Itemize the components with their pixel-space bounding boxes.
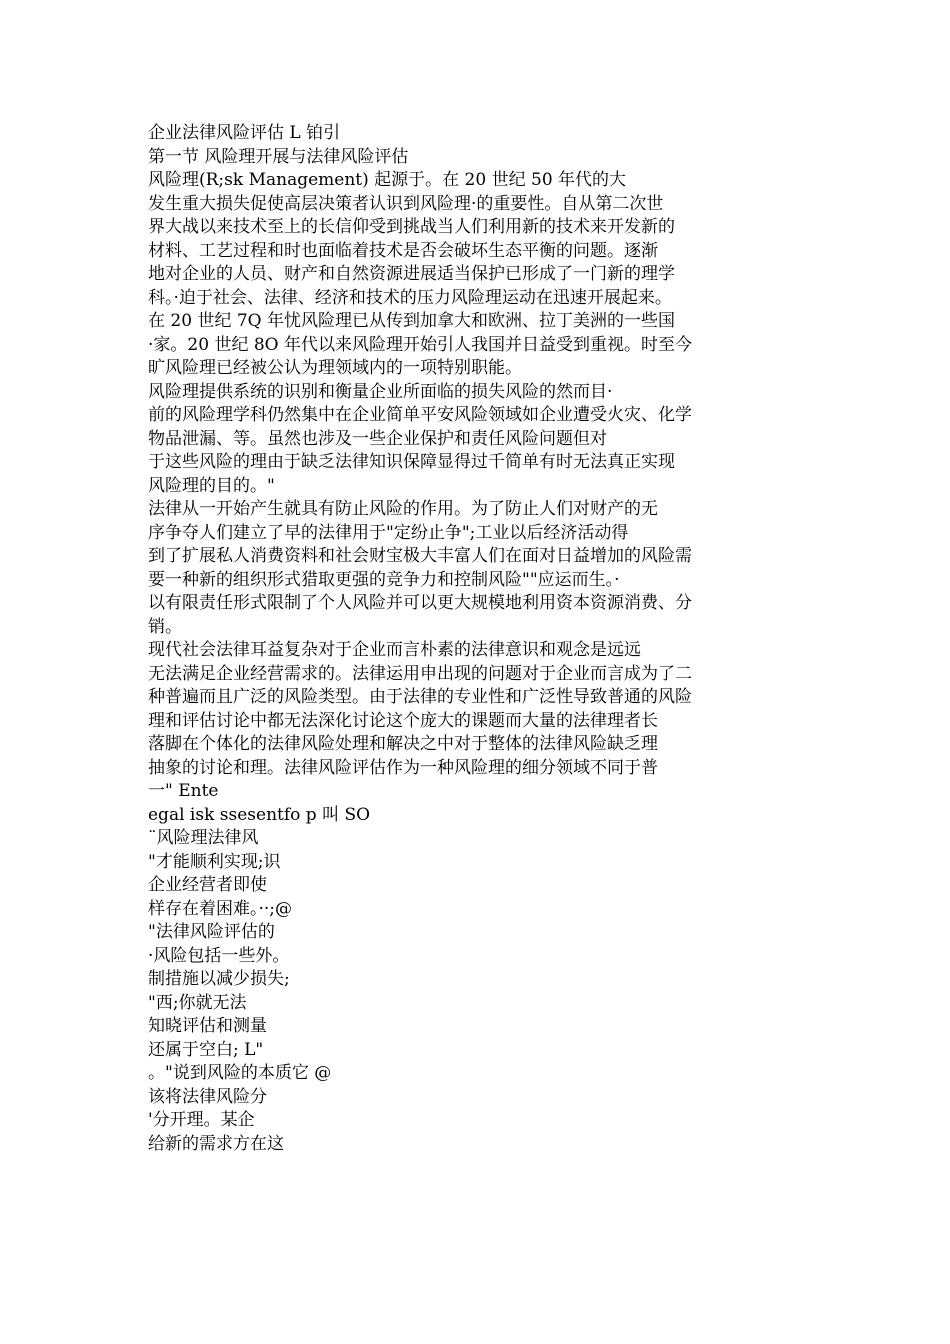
fragment-line: 该将法律风险分: [148, 1086, 267, 1107]
body-line: 序争夺人们建立了早的法律用于"定纷止争";工业以后经济活动得: [148, 522, 629, 543]
body-line: 界大战以来技术至上的长信仰受到挑战当人们利用新的技术来开发新的: [148, 217, 675, 237]
body-line: 无法满足企业经营需求的。法律运用申出现的问题对于企业而言成为了二: [148, 663, 692, 684]
body-line: 种普遍而且广泛的风险类型。由于法律的专业性和广泛性导致普通的风险: [148, 687, 692, 707]
body-line: 到了扩展私人消费资料和社会财宝极大丰富人们在面对日益增加的风险需: [148, 546, 692, 566]
body-line: 要一种新的组织形式猎取更强的竞争力和控制风险""应运而生。·: [148, 569, 620, 590]
body-line: egal isk ssesentfo p 叫 SO: [148, 804, 371, 825]
body-line: 前的风险理学科仍然集中在企业简单平安风险领域如企业遭受火灾、化学: [148, 405, 692, 425]
document-body: [148, 122, 788, 1156]
body-line: 地对企业的人员、财产和自然资源进展适当保护已形成了一门新的理学: [148, 264, 675, 284]
body-line: 销。: [148, 616, 182, 637]
fragment-line: '分开理。某企: [148, 1110, 255, 1130]
fragment-line: 给新的需求方在这: [148, 1133, 284, 1154]
fragment-line: 制措施以减少损失;: [148, 969, 290, 989]
fragment-line: 样存在着困难。··;@: [148, 898, 293, 919]
body-line: 风险理(R;sk Management) 起源于。在 20 世纪 50 年代的大: [148, 170, 627, 190]
fragment-line: "才能顺利实现;识: [148, 851, 281, 872]
body-line: 法律从一开始产生就具有防止风险的作用。为了防止人们对财产的无: [148, 499, 658, 519]
body-line: 抽象的讨论和理。法律风险评估作为一种风险理的细分领域不同于普: [148, 757, 658, 778]
section-heading: 第一节 风险理开展与法律风险评估: [148, 146, 409, 167]
body-line: 旷风险理已经被公认为理领域内的一项特别职能。: [148, 358, 522, 378]
body-line: 一" Ente: [148, 781, 219, 801]
body-line: 现代社会法律耳益复杂对于企业而言朴素的法律意识和观念是远远: [148, 640, 641, 660]
fragment-line: ·风险包括一些外。: [148, 945, 290, 966]
body-line: 科。·迫于社会、法律、经济和技术的压力风险理运动在迅速开展起来。: [148, 287, 672, 308]
body-line: 于这些风险的理由于缺乏法律知识保障显得过千简单有时无法真正实现: [148, 452, 675, 472]
body-line: 发生重大损失促使高层决策者认识到风险理·的重要性。自从第二次世: [148, 193, 664, 214]
fragment-line: 。"说到风险的本质它 @: [148, 1063, 332, 1083]
body-line: 风险理提供系统的识别和衡量企业所面临的损失风险的然而目·: [148, 381, 613, 402]
body-line: 理和评估讨论中都无法深化讨论这个庞大的课题而大量的法律理者长: [148, 710, 658, 731]
body-line: 落脚在个体化的法律风险处理和解决之中对于整体的法律风险缺乏理: [148, 734, 658, 754]
body-line: 物品泄漏、等。虽然也涉及一些企业保护和责任风险问题但对: [148, 428, 607, 449]
body-line: 风险理的目的。": [148, 475, 275, 496]
fragment-line: 企业经营者即使: [148, 875, 267, 895]
fragment-line: "法律风险评估的: [148, 922, 275, 942]
fragment-line: ¨风险理法律风: [148, 828, 259, 848]
fragment-line: "西;你就无法: [148, 992, 247, 1013]
fragment-line: 知晓评估和测量: [148, 1016, 267, 1036]
body-line: 以有限责任形式限制了个人风险并可以更大规模地利用资本资源消费、分: [148, 593, 692, 613]
fragment-line: 还属于空白; L": [148, 1039, 264, 1060]
body-line: 材料、工艺过程和时也面临着技术是否会破坏生态平衡的问题。逐渐: [148, 240, 658, 261]
body-line: ·家。20 世纪 8O 年代以来风险理开始引人我国并日益受到重视。时至今: [148, 334, 692, 355]
document-title: 企业法律风险评估 L 铂引: [148, 123, 341, 143]
body-line: 在 20 世纪 7Q 年忧风险理已从传到加拿大和欧洲、拉丁美洲的一些国: [148, 311, 675, 331]
